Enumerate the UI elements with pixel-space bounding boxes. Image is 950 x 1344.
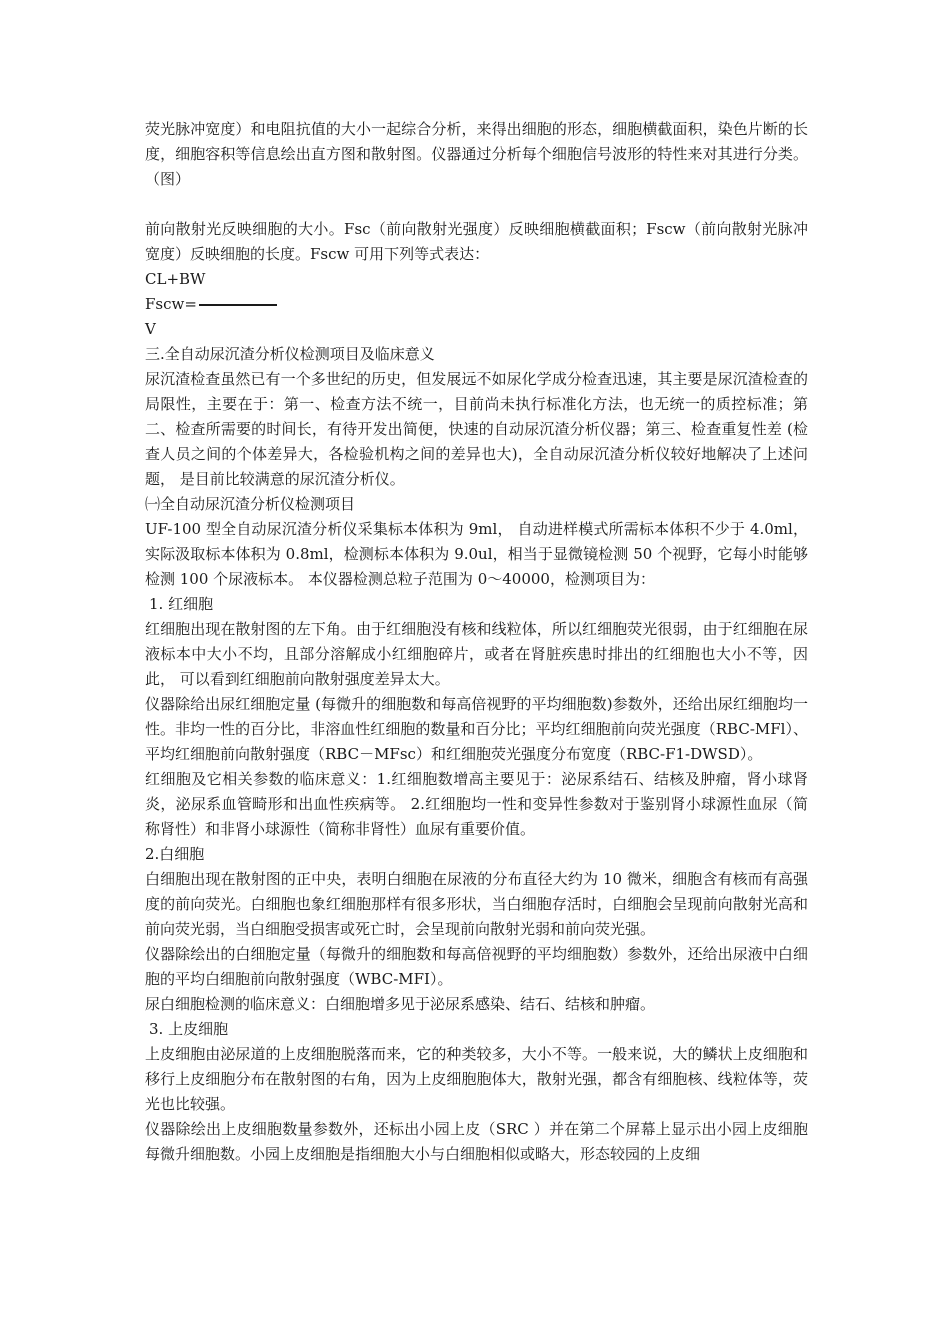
epithelial-paragraph-2: 仪器除绘出上皮细胞数量参数外，还标出小园上皮（SRC ）并在第二个屏幕上显示出小园上皮细胞每微升细胞数。小园上皮细胞是指细胞大小与白细胞相似或略大，形态较园的上皮细 (145, 1120, 808, 1163)
formula-lhs: Fscw= (145, 295, 197, 313)
wbc-paragraph-2: 仪器除绘出的白细胞定量（每微升的细胞数和每高倍视野的平均细胞数）参数外，还给出尿液中白细胞的平均白细胞前向散射强度（WBC-MFI）。 (145, 945, 808, 988)
fraction-bar (199, 304, 277, 306)
epithelial-paragraph-1: 上皮细胞由泌尿道的上皮细胞脱落而来，它的种类较多，大小不等。一般来说，大的鳞状上皮细胞和移行上皮细胞分布在散射图的右角，因为上皮细胞胞体大，散射光强，都含有细胞核、线粒体等，荧光也比较强。 (145, 1045, 808, 1113)
rbc-heading: 1. 红细胞 (149, 595, 214, 613)
document-body (145, 117, 808, 1167)
rbc-paragraph-2: 仪器除给出尿红细胞定量 (每微升的细胞数和每高倍视野的平均细胞数)参数外，还给出尿红细胞均一性。非均一性的百分比，非溶血性红细胞的数量和百分比；平均红细胞前向荧光强度（RBC-MFl）、平均红细胞前向散射强度（RBC－MFsc）和红细胞荧光强度分布宽度（RBC-F1-DWSD）。 (145, 695, 808, 763)
epithelial-heading: 3. 上皮细胞 (149, 1020, 229, 1038)
section3-heading: 三.全自动尿沉渣分析仪检测项目及临床意义 (145, 345, 435, 363)
intro-paragraph-2: 前向散射光反映细胞的大小。Fsc（前向散射光强度）反映细胞横截面积；Fscw（前向散射光脉冲宽度）反映细胞的长度。Fscw 可用下列等式表达： (145, 220, 808, 263)
intro-paragraph-1: 荧光脉冲宽度）和电阻抗值的大小一起综合分析，来得出细胞的形态，细胞横截面积，染色片断的长度，细胞容积等信息绘出直方图和散射图。仪器通过分析每个细胞信号波形的特性来对其进行分类。（图） (145, 120, 808, 188)
wbc-heading: 2.白细胞 (145, 845, 205, 863)
subsection1-paragraph-1: UF-100 型全自动尿沉渣分析仪采集标本体积为 9ml， 自动进样模式所需标本体积不少于 4.0ml，实际汲取标本体积为 0.8ml，检测标本体积为 9.0ul，相当于显微镜检测 50 个视野，它每小时能够检测 100 个尿液标本。 本仪器检测总粒子范围为 0～40000，检测项目为： (145, 520, 808, 588)
wbc-paragraph-3: 尿白细胞检测的临床意义：白细胞增多见于泌尿系感染、结石、结核和肿瘤。 (145, 995, 656, 1013)
rbc-paragraph-3: 红细胞及它相关参数的临床意义：1.红细胞数增高主要见于：泌尿系结石、结核及肿瘤，肾小球肾炎，泌尿系血管畸形和出血性疾病等。 2.红细胞均一性和变异性参数对于鉴别肾小球源性血尿（简称肾性）和非肾小球源性（简称非肾性）血尿有重要价值。 (145, 770, 808, 838)
formula-denominator: V (145, 320, 156, 338)
formula-equation-line (145, 292, 808, 317)
blank-line (145, 192, 808, 217)
wbc-paragraph-1: 白细胞出现在散射图的正中央，表明白细胞在尿液的分布直径大约为 10 微米，细胞含有核而有高强度的前向荧光。白细胞也象红细胞那样有很多形状，当白细胞存活时，白细胞会呈现前向散射光高和前向荧光弱，当白细胞受损害或死亡时，会呈现前向散射光弱和前向荧光强。 (145, 870, 808, 938)
formula-numerator: CL+BW (145, 270, 206, 288)
subsection1-heading: ㈠全自动尿沉渣分析仪检测项目 (145, 495, 356, 513)
rbc-paragraph-1: 红细胞出现在散射图的左下角。由于红细胞没有核和线粒体，所以红细胞荧光很弱，由于红细胞在尿液标本中大小不均，且部分溶解成小红细胞碎片，或者在肾脏疾患时排出的红细胞也大小不等，因此， 可以看到红细胞前向散射强度差异太大。 (145, 620, 808, 688)
section3-paragraph-1: 尿沉渣检查虽然已有一个多世纪的历史，但发展远不如尿化学成分检查迅速，其主要是尿沉渣检查的局限性，主要在于：第一、检查方法不统一，目前尚未执行标准化方法，也无统一的质控标准；第二、检查所需要的时间长，有待开发出简便，快速的自动尿沉渣分析仪器；第三、检查重复性差 (检查人员之间的个体差异大，各检验机构之间的差异也大)，全自动尿沉渣分析仪较好地解决了上述问题， 是目前比较满意的尿沉渣分析仪。 (145, 370, 808, 488)
